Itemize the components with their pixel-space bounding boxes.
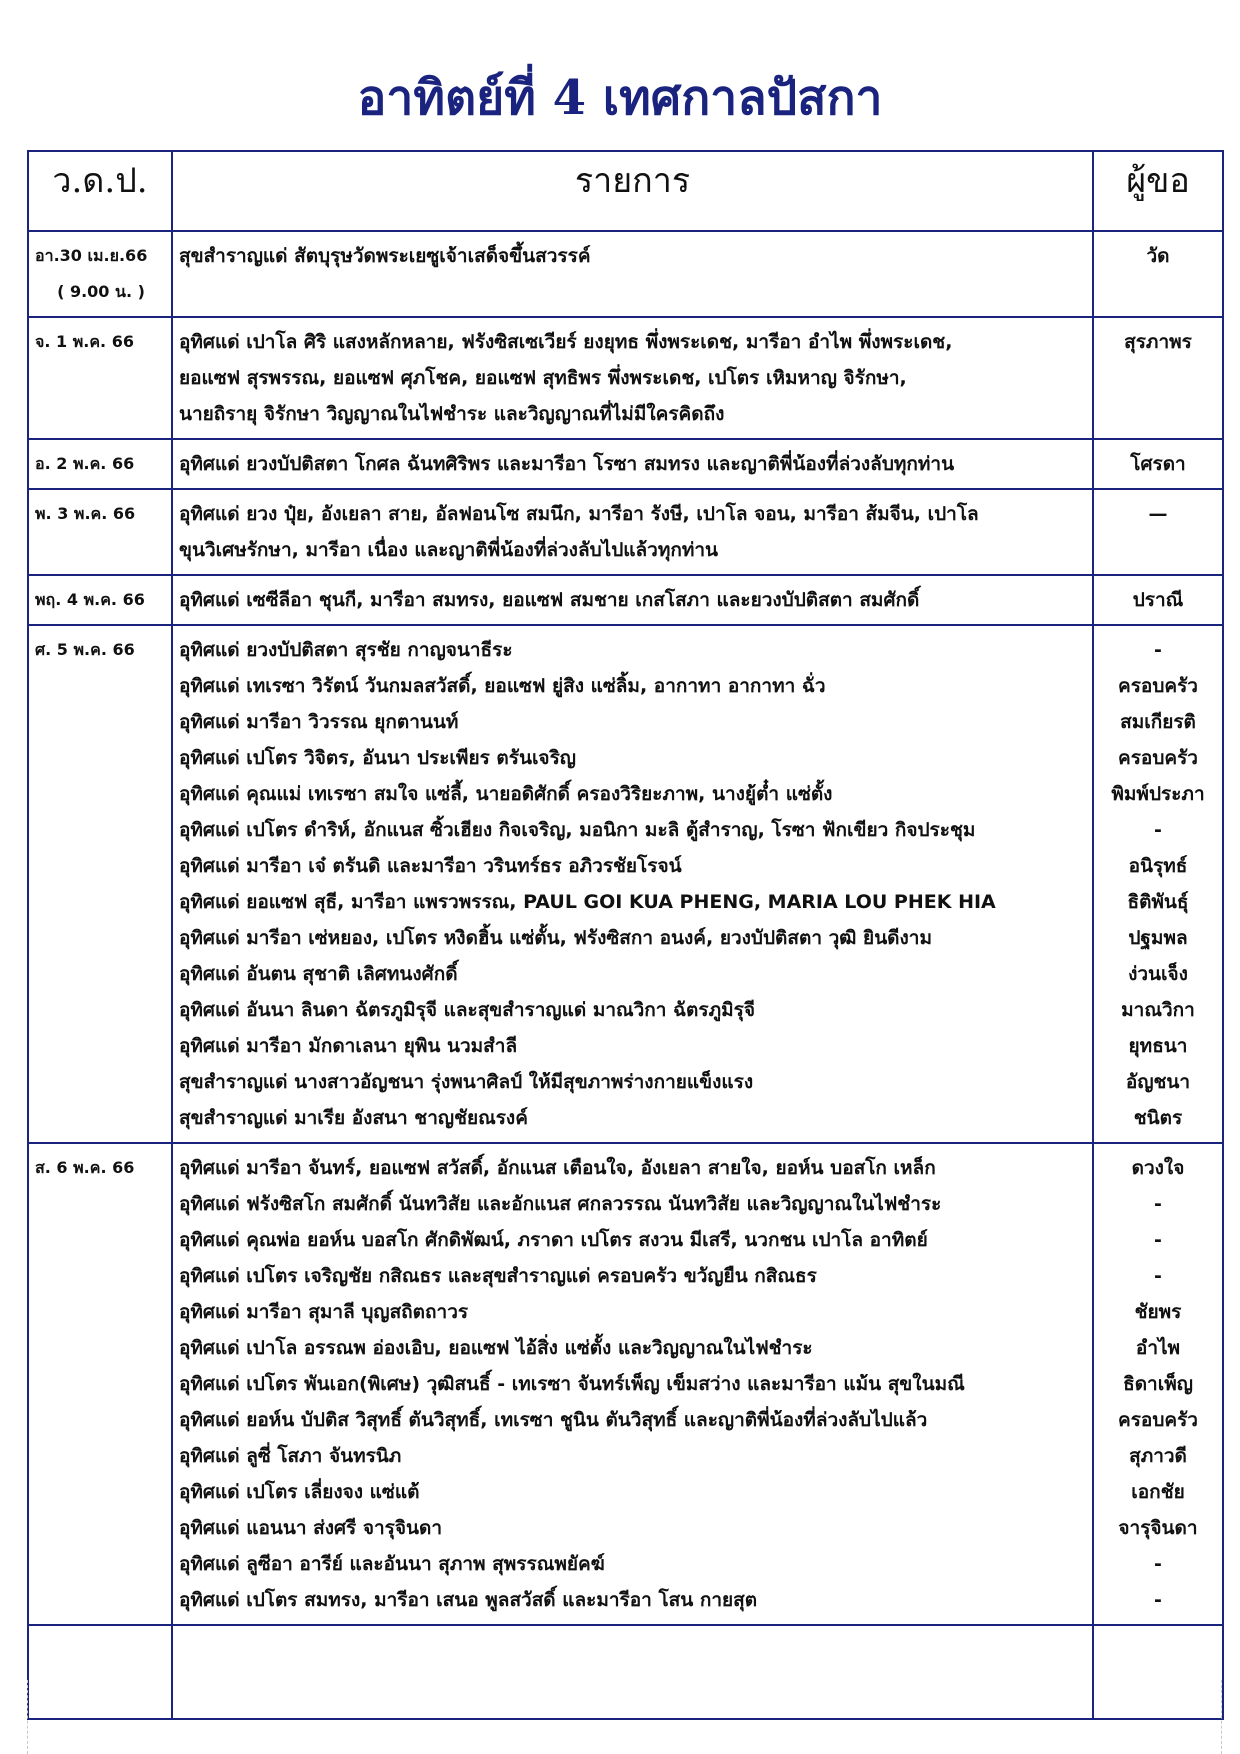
date-text: ส. 6 พ.ค. 66 [35,1158,135,1177]
requester-cell [1093,625,1223,1143]
header-date: ว.ด.ป. [28,151,172,231]
header-list: รายการ [172,151,1093,231]
intention-line: อุทิศแด่ มารีอา มักดาเลนา ยุพิน นวมสำลี [179,1035,518,1057]
requester-name: — [1148,503,1168,525]
intention-line: อุทิศแด่ อันนา ลินดา ฉัตรภูมิรุจี และสุขสำราญแด่ มาณวิกา ฉัตรภูมิรุจี [179,999,755,1021]
requester-name: สุรภาพร [1124,331,1192,353]
mass-intentions-table [27,150,1224,1720]
date-cell [28,1143,172,1625]
intention-line: อุทิศแด่ มารีอา เจ๋ ตรันดิ และมารีอา วรินทร์ธร อภิวรชัยโรจน์ [179,855,682,877]
requester-name: จารุจินดา [1118,1517,1198,1539]
intention-line: อุทิศแด่ เปโตร พันเอก(พิเศษ) วุฒิสนธิ์ - เทเรซา จันทร์เพ็ญ เข็มสว่าง และมารีอา แม้น สุขในมณี [179,1373,965,1395]
date-text: จ. 1 พ.ค. 66 [35,332,134,351]
date-cell [28,625,172,1143]
requester-name: อำไพ [1135,1337,1181,1359]
date-text: อา.30 เม.ย.66 [35,246,148,265]
intention-line: อุทิศแด่ ลูซีอา อารีย์ และอันนา สุภาพ สุพรรณพยัคฆ์ [179,1553,605,1575]
requester-name: สุภาวดี [1129,1445,1187,1467]
requester-name: พิมพ์ประภา [1111,783,1205,805]
table-body [28,231,1223,1719]
requester-name: - [1154,1193,1162,1215]
empty-cell [1093,1625,1223,1719]
requester-name: ปราณี [1132,589,1184,611]
requester-name: ยุทธนา [1128,1035,1188,1057]
requester-name: ธิติพันธุ์ [1127,891,1189,913]
requester-name: มาณวิกา [1121,999,1195,1021]
intention-line: อุทิศแด่ เซซีลีอา ชุนกี, มารีอา สมทรง, ยอแซฟ สมชาย เกสโสภา และยวงบัปติสตา สมศักดิ์ [179,589,920,611]
requester-cell [1093,317,1223,439]
intention-line: อุทิศแด่ ลูซี่ โสภา จันทรนิภ [179,1445,402,1467]
intention-line: อุทิศแด่ ยวงบัปติสตา โกศล ฉันทศิริพร และมารีอา โรซา สมทรง และญาติพี่น้องที่ล่วงลับทุกท่าน [179,453,955,475]
intention-line: อุทิศแด่ มารีอา สุมาลี บุญสถิตถาวร [179,1301,469,1323]
intention-line: อุทิศแด่ แอนนา ส่งศรี จารุจินดา [179,1517,443,1539]
requester-cell [1093,1143,1223,1625]
intention-cell [172,231,1093,317]
requester-name: - [1154,819,1162,841]
date-cell [28,231,172,317]
intention-line: อุทิศแด่ มารีอา วิวรรณ ยุกตานนท์ [179,711,459,733]
date-cell [28,317,172,439]
time-text: ( 9.00 น. ) [57,282,145,301]
intention-line: อุทิศแด่ เปโตร เลี่ยงจง แซ่แต้ [179,1481,420,1503]
date-cell [28,575,172,625]
requester-name: ครอบครัว [1118,1409,1198,1431]
table-row [28,1143,1223,1625]
requester-cell [1093,575,1223,625]
requester-name: - [1154,639,1162,661]
date-text: ศ. 5 พ.ค. 66 [35,640,135,659]
requester-name: โศรดา [1130,453,1186,475]
requester-cell [1093,231,1223,317]
date-cell [28,489,172,575]
requester-name: ดวงใจ [1131,1157,1185,1179]
requester-name: ธิดาเพ็ญ [1123,1373,1193,1395]
intention-line: ขุนวิเศษรักษา, มารีอา เนื่อง และญาติพี่น้องที่ล่วงลับไปแล้วทุกท่าน [179,539,719,561]
requester-name: ง่วนเจ็ง [1128,963,1188,985]
date-cell [28,439,172,489]
intention-line: นายถิรายุ จิรักษา วิญญาณในไฟชำระ และวิญญาณที่ไม่มีใครคิดถึง [179,403,725,425]
intention-line: อุทิศแด่ มารีอา จันทร์, ยอแซฟ สวัสดิ์, อักแนส เตือนใจ, อังเยลา สายใจ, ยอห์น บอสโก เหล็ก [179,1157,936,1179]
requester-name: - [1154,1553,1162,1575]
intention-line: อุทิศแด่ เปโตร วิจิตร, อันนา ประเพียร ตรันเจริญ [179,747,576,769]
requester-name: สมเกียรติ [1120,711,1196,733]
table-row [28,575,1223,625]
empty-cell [172,1625,1093,1719]
requester-name: - [1154,1265,1162,1287]
requester-name: วัด [1146,245,1170,267]
intention-line: อุทิศแด่ ยอแซฟ สุธี, มารีอา แพรวพรรณ, PAUL GOI KUA PHENG, MARIA LOU PHEK HIA [179,891,996,913]
requester-name: - [1154,1229,1162,1251]
requester-name: ครอบครัว [1118,747,1198,769]
table-row [28,625,1223,1143]
intention-line: อุทิศแด่ เปาโล อรรณพ อ่องเอิบ, ยอแซฟ ไอ้สิ่ง แซ่ตั้ง และวิญญาณในไฟชำระ [179,1337,813,1359]
intention-line: อุทิศแด่ คุณพ่อ ยอห์น บอสโก ศักดิพัฒน์, ภราดา เปโตร สงวน มีเสรี, นวกชน เปาโล อาทิตย์ [179,1229,928,1251]
date-text: พฤ. 4 พ.ค. 66 [35,590,145,609]
intention-line: อุทิศแด่ เปโตร เจริญชัย กสิณธร และสุขสำราญแด่ ครอบครัว ขวัญยืน กสิณธร [179,1265,817,1287]
intention-cell [172,625,1093,1143]
intention-cell [172,575,1093,625]
requester-name: ชัยพร [1134,1301,1182,1323]
intention-line: อุทิศแด่ ยวง ปุ๋ย, อังเยลา สาย, อัลฟอนโซ สมนึก, มารีอา รังษี, เปาโล จอน, มารีอา ส้มจีน, เปาโล [179,503,979,525]
requester-cell [1093,439,1223,489]
requester-name: อนิรุทธ์ [1128,855,1188,877]
intention-line: สุขสำราญแด่ สัตบุรุษวัดพระเยซูเจ้าเสด็จขึ้นสวรรค์ [179,245,591,267]
requester-name: ครอบครัว [1118,675,1198,697]
intention-line: อุทิศแด่ เปโตร ดำริห์, อักแนส ซิ้วเฮียง กิจเจริญ, มอนิกา มะลิ ตู้สำราญ, โรซา ฟักเขียว กิจประชุม [179,819,976,841]
table-row [28,489,1223,575]
intention-line: อุทิศแด่ เปโตร สมทรง, มารีอา เสนอ พูลสวัสดิ์ และมารีอา โสน กายสุต [179,1589,758,1611]
intention-line: อุทิศแด่ คุณแม่ เทเรซา สมใจ แซ่ลี้, นายอดิศักดิ์ ครองวิริยะภาพ, นางยู้ต๋ำ แซ่ตั้ง [179,783,833,805]
intention-cell [172,317,1093,439]
table-row [28,317,1223,439]
requester-name: เอกชัย [1131,1481,1185,1503]
empty-cell [28,1625,172,1719]
requester-name: - [1154,1589,1162,1611]
intention-cell [172,439,1093,489]
requester-name: ชนิตร [1133,1107,1183,1129]
intention-line: สุขสำราญแด่ มาเรีย อังสนา ชาญชัยณรงค์ [179,1107,528,1129]
header-requester: ผู้ขอ [1093,151,1223,231]
table-row [28,231,1223,317]
requester-cell [1093,489,1223,575]
requester-name: อัญชนา [1125,1071,1191,1093]
table-row [28,439,1223,489]
intention-line: อุทิศแด่ มารีอา เซ่หยอง, เปโตร หงิดฮิ้น แซ่ตั้น, ฟรังซิสกา อนงค์, ยวงบัปติสตา วุฒิ ยินดีงาม [179,927,932,949]
requester-name: ปฐมพล [1128,927,1188,949]
intention-line: อุทิศแด่ เปาโล ศิริ แสงหลักหลาย, ฟรังซิสเซเวียร์ ยงยุทธ พึ่งพระเดช, มารีอา อำไพ พึ่งพระเดช, [179,331,953,353]
intention-cell [172,1143,1093,1625]
page-title: อาทิตย์ที่ 4 เทศกาลปัสกา [357,70,883,126]
date-text: อ. 2 พ.ค. 66 [35,454,135,473]
intention-cell [172,489,1093,575]
intention-line: สุขสำราญแด่ นางสาวอัญชนา รุ่งพนาศิลป์ ให้มีสุขภาพร่างกายแข็งแรง [179,1071,754,1093]
table-header-row [28,151,1223,231]
intention-line: อุทิศแด่ ยวงบัปติสตา สุรชัย กาญจนาธีระ [179,639,513,661]
intention-line: อุทิศแด่ อันตน สุชาติ เลิศทนงศักดิ์ [179,963,458,985]
intention-line: อุทิศแด่ เทเรซา วิรัตน์ วันกมลสวัสดิ์, ยอแซฟ ยู่สิง แซ่ลิ้ม, อากาทา อากาทา ฉั่ว [179,675,826,697]
intention-line: ยอแซฟ สุรพรรณ, ยอแซฟ ศุภโชค, ยอแซฟ สุทธิพร พึ่งพระเดช, เปโตร เหิมหาญ จิรักษา, [179,367,907,389]
intention-line: อุทิศแด่ ฟรังซิสโก สมศักดิ์ นันทวิสัย และอักแนส ศกลวรรณ นันทวิสัย และวิญญาณในไฟชำระ [179,1193,942,1215]
date-text: พ. 3 พ.ค. 66 [35,504,136,523]
empty-table-row [28,1625,1223,1719]
intention-line: อุทิศแด่ ยอห์น บัปติส วิสุทธิ์ ตันวิสุทธิ์, เทเรซา ชูนิน ตันวิสุทธิ์ และญาติพี่น้องที่ล่วงลับไปแล้ว [179,1409,928,1431]
